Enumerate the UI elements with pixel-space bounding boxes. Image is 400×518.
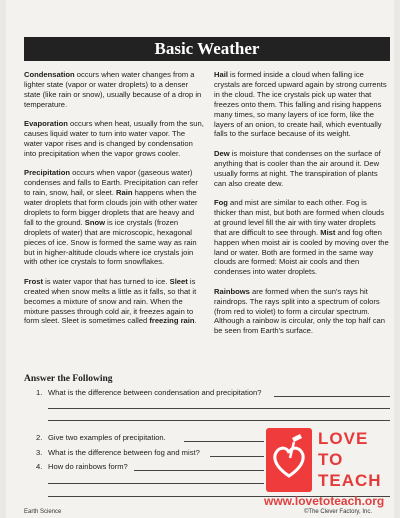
footer-subject: Earth Science bbox=[24, 509, 62, 515]
paragraph-dew: Dew is moisture that condenses on the surface of anything that is cooler than the air around it. Dew usually forms at night. The transpiration of plants can also create dew. bbox=[214, 148, 381, 188]
paragraph-fog-mist: Fog and mist are similar to each other. Fog is thicker than mist, but both are formed when clouds at ground level fill the air with tiny water droplets that are difficult to see through. Mist and fog often happen when moist air is cooled by moving over the land or water. Both are formed in the same way clouds are formed: Moist air cools and then condenses into water droplets. bbox=[214, 197, 389, 277]
worksheet-page bbox=[6, 0, 394, 518]
question-4: 4. How do rainbows form? bbox=[36, 462, 128, 471]
question-2: 2. Give two examples of precipitation. bbox=[36, 433, 166, 442]
logo-url: www.lovetoteach.org bbox=[264, 494, 385, 508]
question-1: 1. What is the difference between condensation and precipitation? bbox=[36, 388, 262, 397]
answer-line[interactable] bbox=[48, 483, 264, 484]
paragraph-hail: Hail is formed inside a cloud when falling ice crystals are forced upward again by strong currents in the cloud. The ice crystals pick up water that freezes onto them. This falling and rising happens many times, so many layers of ice form, like the layers of an onion, to create hail, which eventually falls to the surface because of its weight. bbox=[214, 70, 387, 139]
answer-line[interactable] bbox=[274, 396, 390, 397]
paragraph-evaporation: Evaporation occurs when heat, usually from the sun, causes liquid water to turn into water vapor. The water vapor rises and is changed by condensation into precipitation when the vapor grows cooler. bbox=[24, 119, 204, 158]
love-to-teach-logo bbox=[266, 428, 396, 512]
answer-section-title: Answer the Following bbox=[24, 374, 113, 384]
logo-word-teach: TEACH bbox=[318, 471, 382, 490]
paragraph-precipitation: Precipitation occurs when vapor (gaseous water) condenses and falls to Earth. Precipitation can refer to rain, snow, hail, or sleet. Rain happens when the water droplets that form clouds join with other water droplets to form bigger droplets that are heavy and fall to the ground. Snow is ice crystals (frozen droplets of water) that are microscopic, hexagonal pieces of ice. Snow is formed the same way as rain but in higher-altitude clouds where ice crystals join with other ice crystals to form snowflakes. bbox=[24, 168, 198, 267]
answer-line[interactable] bbox=[134, 470, 264, 471]
page-title: Basic Weather bbox=[24, 37, 390, 61]
answer-line[interactable] bbox=[48, 408, 390, 409]
logo-word-love: LOVE bbox=[318, 429, 369, 448]
paragraph-frost-sleet: Frost is water vapor that has turned to ice. Sleet is created when snow melts a little as it falls, so that it becomes a mixture of snow and rain. When the mixture passes through cold air, it freezes again to form sleet. Sleet is sometimes called freezing rain. bbox=[24, 276, 197, 326]
right-column bbox=[214, 70, 390, 346]
heart-pencil-icon bbox=[266, 428, 312, 492]
logo-word-to: TO bbox=[318, 450, 344, 469]
answer-line[interactable] bbox=[210, 456, 264, 457]
answer-line[interactable] bbox=[184, 441, 264, 442]
paragraph-rainbows: Rainbows are formed when the sun's rays hit raindrops. The rays split into a spectrum of colors (from red to violet) to form a circular spectrum. Although a rainbow is circular, only the top half can be seen from Earth's surface. bbox=[214, 286, 385, 336]
left-column bbox=[24, 70, 204, 336]
footer-copyright: ©The Clever Factory, Inc. bbox=[304, 509, 372, 515]
paragraph-condensation: Condensation occurs when water changes from a lighter state (vapor or water droplets) to a denser state (like rain or snow), usually because of a drop in temperature. bbox=[24, 70, 202, 109]
question-3: 3. What is the difference between fog and mist? bbox=[36, 448, 200, 457]
answer-line[interactable] bbox=[48, 420, 390, 421]
